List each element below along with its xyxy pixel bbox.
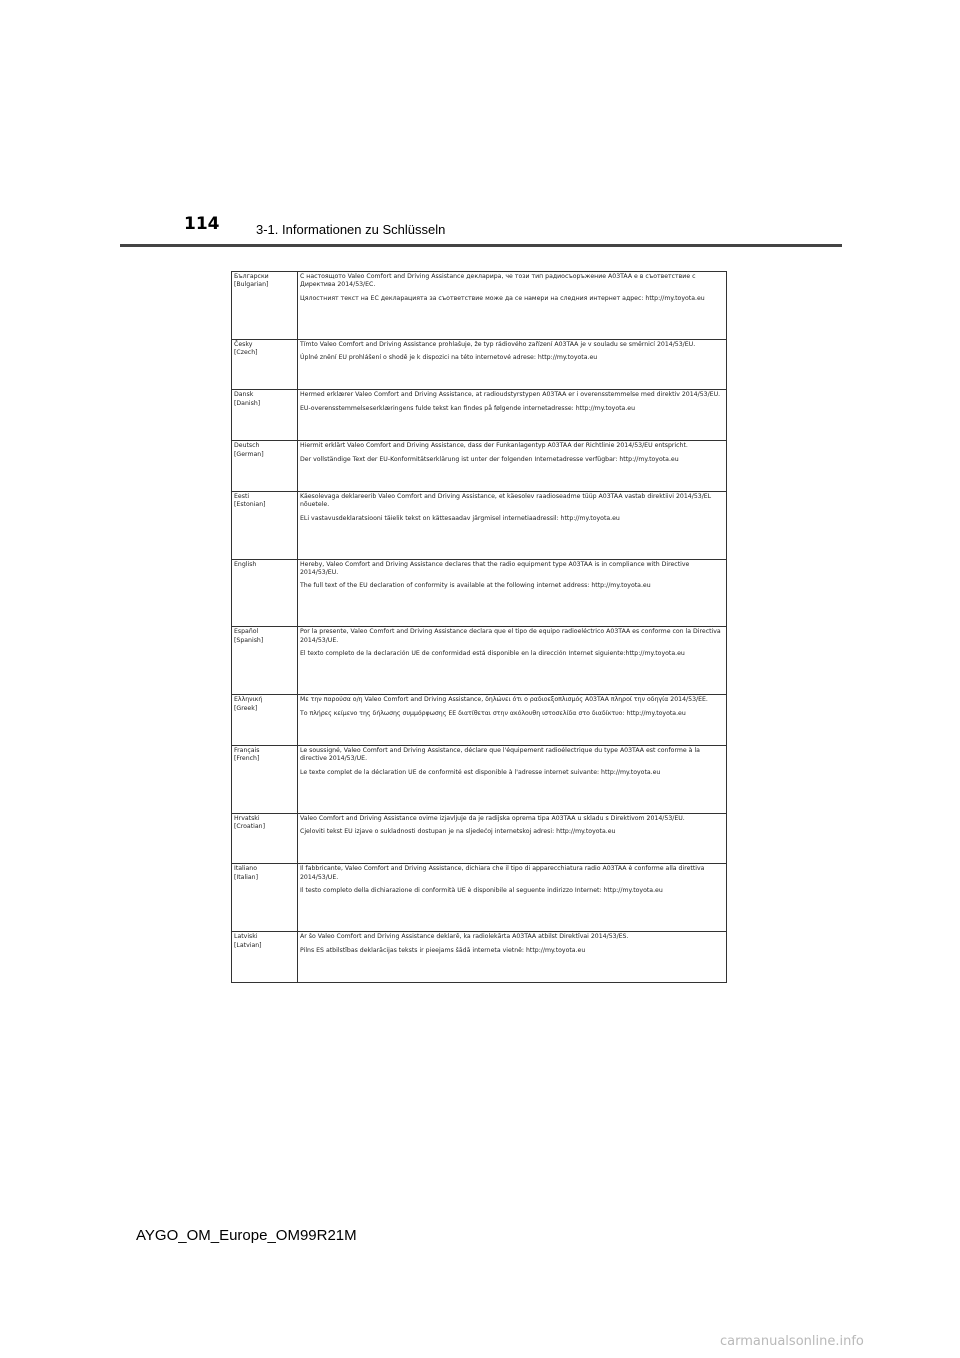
declaration-text: Le soussigné, Valeo Comfort and Driving Assistance, déclare que l'équipement radioélectrique du type A03TAA est conforme à la directive 2014/53/UE.	[300, 746, 700, 763]
declaration-text: Hiermit erklärt Valeo Comfort and Driving Assistance, dass der Funkanlagentyp A03TAA der Richtlinie 2014/53/EU entspricht.	[300, 442, 688, 450]
language-cell	[232, 813, 298, 864]
table-row	[232, 695, 727, 746]
table-row	[232, 441, 727, 492]
table-row	[232, 932, 727, 983]
full-text-notice: Le texte complet de la déclaration UE de conformité est disponible à l'adresse internet suivante: http://my.toyota.eu	[300, 768, 661, 776]
table-row	[232, 272, 727, 340]
language-cell	[232, 559, 298, 627]
table-row	[232, 559, 727, 627]
watermark: carmanualsonline.info	[720, 1334, 864, 1349]
language-cell	[232, 745, 298, 813]
declaration-cell	[298, 745, 727, 813]
language-cell	[232, 627, 298, 695]
declaration-text: Valeo Comfort and Driving Assistance ovime izjavljuje da je radijska oprema tipa A03TAA u skladu s Direktivom 2014/53/EU.	[300, 814, 685, 822]
full-text-notice: ELi vastavusdeklaratsiooni täielik tekst on kättesaadav järgmisel internetiaadressil: http://my.toyota.eu	[300, 514, 620, 522]
full-text-notice: Цялостният текст на ЕС декларацията за съответствие може да се намери на следния интернет адрес: http://my.toyota.eu	[300, 294, 705, 302]
declaration-cell	[298, 695, 727, 746]
language-name-en: [Croatian]	[234, 823, 265, 831]
language-cell	[232, 695, 298, 746]
language-name-en: [Latvian]	[234, 941, 262, 949]
language-name-en: [Estonian]	[234, 501, 266, 509]
language-cell	[232, 932, 298, 983]
declaration-cell	[298, 932, 727, 983]
language-name-en: [Bulgarian]	[234, 281, 269, 289]
language-name: Eesti	[234, 492, 250, 500]
full-text-notice: Cjeloviti tekst EU izjave o sukladnosti dostupan je na sljedećoj internetskoj adresi: http://my.toyota.eu	[300, 828, 616, 836]
full-text-notice: Το πλήρες κείμενο της δήλωσης συμμόρφωσης ΕΕ διατίθεται στην ακόλουθη ιστοσελίδα στο διαδίκτυο: http://my.toyota.eu	[300, 709, 686, 717]
full-text-notice: The full text of the EU declaration of conformity is available at the following internet address: http://my.toyota.eu	[300, 582, 651, 590]
header-divider	[120, 244, 842, 247]
table-row	[232, 339, 727, 390]
full-text-notice: Úplné znění EU prohlášení o shodě je k dispozici na této internetové adrese: http://my.toyota.eu	[300, 354, 598, 362]
declaration-cell	[298, 491, 727, 559]
language-name-en: [Italian]	[234, 873, 259, 881]
declaration-text: Hereby, Valeo Comfort and Driving Assistance declares that the radio equipment type A03TAA is in compliance with Directive 2014/53/EU.	[300, 560, 690, 577]
table-row	[232, 491, 727, 559]
language-name-en: [Spanish]	[234, 636, 264, 644]
table-row	[232, 864, 727, 932]
declaration-text: Tímto Valeo Comfort and Driving Assistance prohlašuje, že typ rádiového zařízení A03TAA je v souladu se směrnicí 2014/53/EU.	[300, 340, 696, 348]
declaration-text: Käesolevaga deklareerib Valeo Comfort and Driving Assistance, et käesolev raadioseadme tüüp A03TAA vastab direktiivi 2014/53/EL nõuetele.	[300, 492, 712, 509]
full-text-notice: Der vollständige Text der EU-Konformitätserklärung ist unter der folgenden Internetadresse verfügbar: http://my.toyota.eu	[300, 455, 679, 463]
declaration-text: Με την παρούσα ο/η Valeo Comfort and Driving Assistance, δηλώνει ότι ο ραδιοεξοπλισμός A03TAA πληροί την οδηγία 2014/53/ΕΕ.	[300, 696, 708, 704]
language-name-en: [Czech]	[234, 349, 258, 357]
declaration-cell	[298, 864, 727, 932]
language-name: Français	[234, 746, 260, 754]
declaration-table	[231, 271, 727, 983]
language-name: English	[234, 560, 257, 568]
language-name: Italiano	[234, 865, 257, 873]
language-cell	[232, 491, 298, 559]
declaration-cell	[298, 559, 727, 627]
language-name-en: [German]	[234, 450, 264, 458]
language-cell	[232, 864, 298, 932]
table-row	[232, 627, 727, 695]
table-row	[232, 390, 727, 441]
declaration-cell	[298, 441, 727, 492]
declaration-cell	[298, 272, 727, 340]
full-text-notice: El texto completo de la declaración UE de conformidad está disponible en la dirección Internet siguiente:http://my.toyota.eu	[300, 650, 685, 658]
declaration-cell	[298, 390, 727, 441]
declaration-text: С настоящото Valeo Comfort and Driving Assistance декларира, че този тип радиосъоръжение A03TAA е в съответствие с Директива 2014/53/ЕС.	[300, 273, 696, 289]
language-name-en: [French]	[234, 755, 260, 763]
language-name: Latviski	[234, 933, 258, 941]
full-text-notice: EU-overensstemmelseserklæringens fulde tekst kan findes på følgende internetadresse: http://my.toyota.eu	[300, 404, 636, 412]
language-name: Hrvatski	[234, 814, 260, 822]
language-name: Deutsch	[234, 442, 260, 450]
language-cell	[232, 441, 298, 492]
language-name: Ελληνική	[234, 696, 263, 704]
declaration-text: Hermed erklærer Valeo Comfort and Driving Assistance, at radioudstyrstypen A03TAA er i overensstemmelse med direktiv 2014/53/EU.	[300, 391, 721, 399]
table-row	[232, 745, 727, 813]
language-cell	[232, 339, 298, 390]
declaration-cell	[298, 627, 727, 695]
declaration-text: Il fabbricante, Valeo Comfort and Driving Assistance, dichiara che il tipo di apparecchiatura radio A03TAA è conforme alla direttiva 2014/53/UE.	[300, 865, 705, 881]
table-row	[232, 813, 727, 864]
declaration-table-body	[232, 272, 727, 983]
declaration-cell	[298, 813, 727, 864]
full-text-notice: Il testo completo della dichiarazione di conformità UE è disponibile al seguente indirizzo Internet: http://my.toyota.eu	[300, 887, 663, 895]
section-title: 3-1. Informationen zu Schlüsseln	[256, 222, 446, 237]
language-name: Česky	[234, 340, 253, 348]
language-cell	[232, 390, 298, 441]
document-id: AYGO_OM_Europe_OM99R21M	[136, 1227, 357, 1244]
language-name: Dansk	[234, 391, 254, 399]
declaration-cell	[298, 339, 727, 390]
language-name: Български	[234, 273, 269, 280]
page-number: 114	[184, 214, 220, 234]
language-name-en: [Danish]	[234, 399, 261, 407]
language-name-en: [Greek]	[234, 704, 258, 712]
language-cell	[232, 272, 298, 340]
language-name: Español	[234, 628, 259, 636]
declaration-text: Por la presente, Valeo Comfort and Driving Assistance declara que el tipo de equipo radioeléctrico A03TAA es conforme con la Directiva 2014/53/UE.	[300, 628, 721, 644]
full-text-notice: Pilns ES atbilstības deklarācijas teksts ir pieejams šādā interneta vietnē: http://my.toyota.eu	[300, 946, 586, 954]
declaration-text: Ar šo Valeo Comfort and Driving Assistance deklarē, ka radiolekārta A03TAA atbilst Direktīvai 2014/53/ES.	[300, 933, 629, 941]
